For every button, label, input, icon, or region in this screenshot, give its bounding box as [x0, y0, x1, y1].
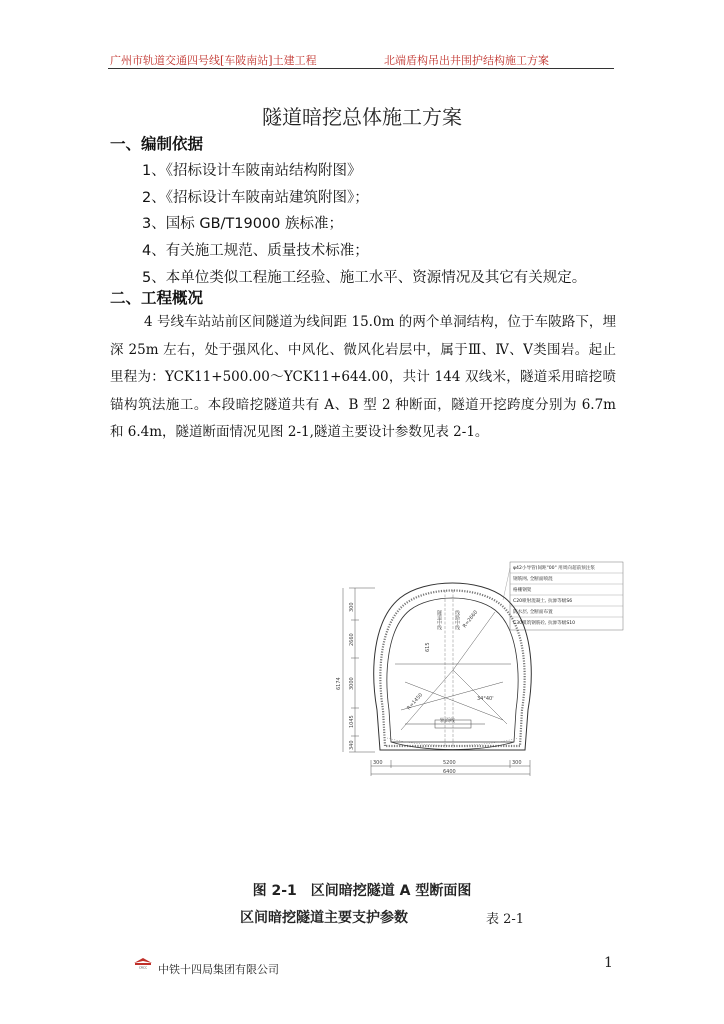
note-shotcrete: C20喷射混凝土, 抗渗等级S6 [513, 599, 573, 604]
width-center-dim: 5200 [443, 760, 456, 766]
header-rule [108, 68, 614, 69]
company-logo-text: CRCC [138, 965, 148, 969]
company-logo [132, 957, 154, 969]
height-top-dim: 2660 [349, 633, 355, 646]
table-number: 表 2-1 [486, 912, 525, 927]
radius-lower-label: R=1450 [406, 692, 425, 712]
basis-item-2: 2、《招标设计车陂南站建筑附图》； [142, 190, 369, 206]
header-document-title: 北端盾构吊出井围护结构施工方案 [384, 54, 549, 67]
width-left-dim: 300 [373, 760, 383, 766]
table-caption: 区间暗挖隧道主要支护参数 [240, 910, 408, 926]
radius-upper-label: R=2660 [461, 609, 480, 630]
footer-company-name: 中铁十四局集团有限公司 [158, 963, 279, 976]
vertical-small-dim: 615 [425, 642, 431, 652]
rail-top-label: 轨面线 [440, 718, 456, 724]
height-base-dim: 340 [349, 740, 355, 750]
width-right-dim: 300 [512, 760, 522, 766]
page-number: 1 [604, 955, 613, 971]
note-lattice-frame: 格栅钢架 [513, 588, 532, 593]
document-title: 隧道暗挖总体施工方案 [262, 105, 462, 129]
line-centerline-label: 线路中线 [454, 610, 460, 630]
basis-item-5: 5、本单位类似工程施工经验、施工水平、资源情况及其它有关规定。 [142, 270, 587, 286]
note-cast-concrete: C30模筑钢筋砼, 抗渗等级S10 [513, 621, 576, 626]
width-total-dim: 6400 [443, 769, 456, 775]
overview-paragraph: 4 号线车站站前区间隧道为线间距 15.0m 的两个单洞结构，位于车陂路下，埋深 25m 左右，处于强风化、中风化、微风化岩层中，属于Ⅲ、Ⅳ、Ⅴ类围岩。起止里程为：YCK11+500.00～YCK11+644.00，共计 144 双线米，隧道采用暗挖喷锚构筑法施工。本段暗挖隧道共有 A、B 型 2 种断面，隧道开挖跨度分别为 6.7m 和 6.4m，隧道断面情况见图 2-1,隧道主要设计参数见表 2-1。 [110, 314, 616, 440]
header-project-title: 广州市轨道交通四号线[车陂南站]土建工程 [110, 54, 317, 67]
note-small-pipe: φ42小导管(间距"00" 用周向超前预注浆 [513, 566, 595, 571]
height-upper-small-dim: 300 [349, 602, 355, 612]
note-waterproof: 防水层, 全断面布置 [513, 610, 553, 615]
tunnel-outer-lining [374, 583, 531, 750]
tunnel-section-drawing [335, 560, 625, 780]
height-bottom-dim: 1045 [349, 715, 355, 728]
section-heading-overview: 二、工程概况 [110, 289, 204, 307]
note-steel-mesh: 钢筋网, 全断面喷混 [513, 577, 553, 582]
height-total-dim: 6174 [336, 677, 342, 690]
basis-item-3: 3、国标 GB/T19000 族标准； [142, 216, 343, 232]
height-mid-dim: 3000 [349, 677, 355, 690]
tunnel-centerline-label: 隧道中线 [436, 610, 442, 630]
angle-label: 34°40' [477, 696, 494, 702]
basis-item-1: 1、《招标设计车陂南站结构附图》 [142, 163, 362, 179]
figure-caption: 图 2-1 区间暗挖隧道 A 型断面图 [252, 883, 472, 899]
basis-item-4: 4、有关施工规范、质量技术标准； [142, 243, 369, 259]
section-heading-basis: 一、编制依据 [110, 135, 204, 153]
